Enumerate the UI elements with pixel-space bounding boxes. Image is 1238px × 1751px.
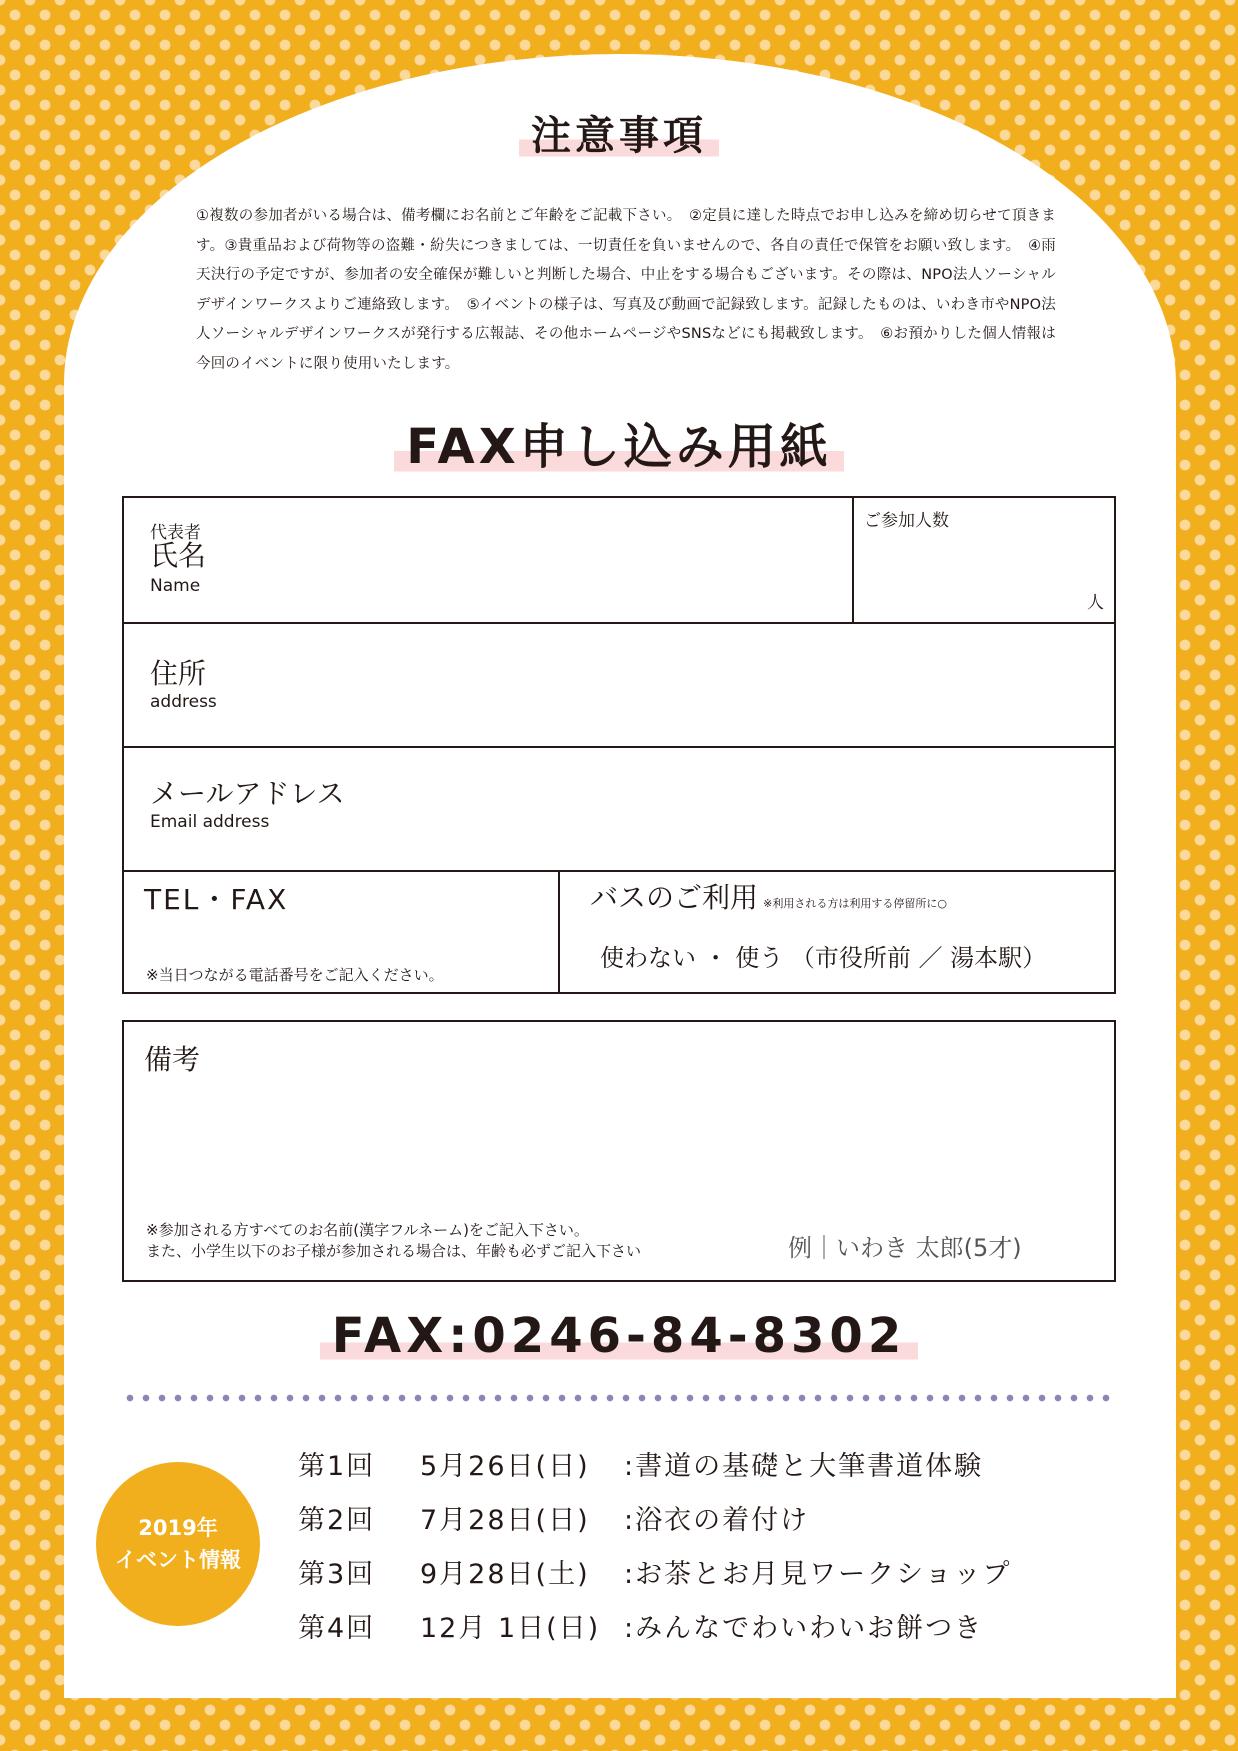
participants-field[interactable] [854, 498, 1116, 622]
address-label: 住所 [150, 657, 207, 690]
list-item: 第2回 7月28日(日) :浴衣の着付け [298, 1504, 810, 1536]
name-en-label: Name [150, 576, 201, 596]
address-en-label: address [150, 692, 217, 712]
bus-options: 使わない ・ 使う （市役所前 ／ 湯本駅） [600, 944, 1047, 972]
list-item: 第3回 9月28日(土) :お茶とお月見ワークショップ [298, 1558, 1012, 1590]
form-title: FAX申し込み用紙 [0, 408, 1238, 477]
tel-fax-note: ※当日つながる電話番号をご記入ください。 [146, 966, 444, 984]
remarks-example: 例｜いわき 太郎(5才) [788, 1234, 1022, 1262]
email-en-label: Email address [150, 812, 270, 832]
email-field[interactable] [124, 748, 1114, 870]
bus-field[interactable] [560, 872, 1116, 994]
tel-fax-field[interactable] [124, 872, 558, 994]
name-field[interactable] [124, 498, 852, 622]
name-label: 氏名 [150, 539, 207, 572]
fax-number: FAX:0246-84-8302 [0, 1308, 1238, 1364]
participants-unit: 人 [1087, 593, 1104, 613]
bus-note: ※利用される方は利用する停留所に○ [763, 897, 947, 910]
application-form [122, 496, 1116, 994]
notes-body: ①複数の参加者がいる場合は、備考欄にお名前とご年齢をご記載下さい。 ②定員に達した時点でお申し込みを締め切らせて頂きます。③貴重品および荷物等の盗難・紛失につきましては、一切責任を負いませんので、各自の責任で保管をお願い致します。 ④雨天決行の予定ですが、参加者の安全確保が難しいと判断した場合、中止をする場合もございます。その際は、NPO法人ソーシャルデザインワークスよりご連絡致します。 ⑤イベントの様子は、写真及び動画で記録致します。記録したものは、いわき市やNPO法人ソーシャルデザインワークスが発行する広報誌、その他ホームページやSNSなどにも掲載致します。 ⑥お預かりした個人情報は今回のイベントに限り使用いたします。 [196, 208, 1056, 372]
remarks-field[interactable] [122, 1020, 1116, 1282]
bus-label: バスのご利用 [590, 881, 759, 914]
remarks-note: ※参加される方すべてのお名前(漢字フルネーム)をご記入下さい。 また、小学生以下のお子様が参加される場合は、年齢も必ずご記入下さい [146, 1221, 642, 1260]
name-sub-label: 代表者 [150, 523, 201, 543]
tel-fax-label: TEL・FAX [144, 883, 289, 916]
notes-title: 注意事項 [0, 104, 1238, 161]
remarks-label: 備考 [144, 1043, 201, 1076]
list-item: 第1回 5月26日(日) :書道の基礎と大筆書道体験 [298, 1450, 984, 1482]
list-item: 第4回 12月 1日(日) :みんなでわいわいお餅つき [298, 1612, 984, 1644]
dotted-divider [122, 1394, 1116, 1402]
event-list [298, 1436, 1098, 1652]
event-badge: 2019年 イベント情報 [96, 1462, 260, 1626]
email-label: メールアドレス [150, 777, 345, 810]
address-field[interactable] [124, 624, 1114, 746]
participants-label: ご参加人数 [864, 511, 949, 531]
